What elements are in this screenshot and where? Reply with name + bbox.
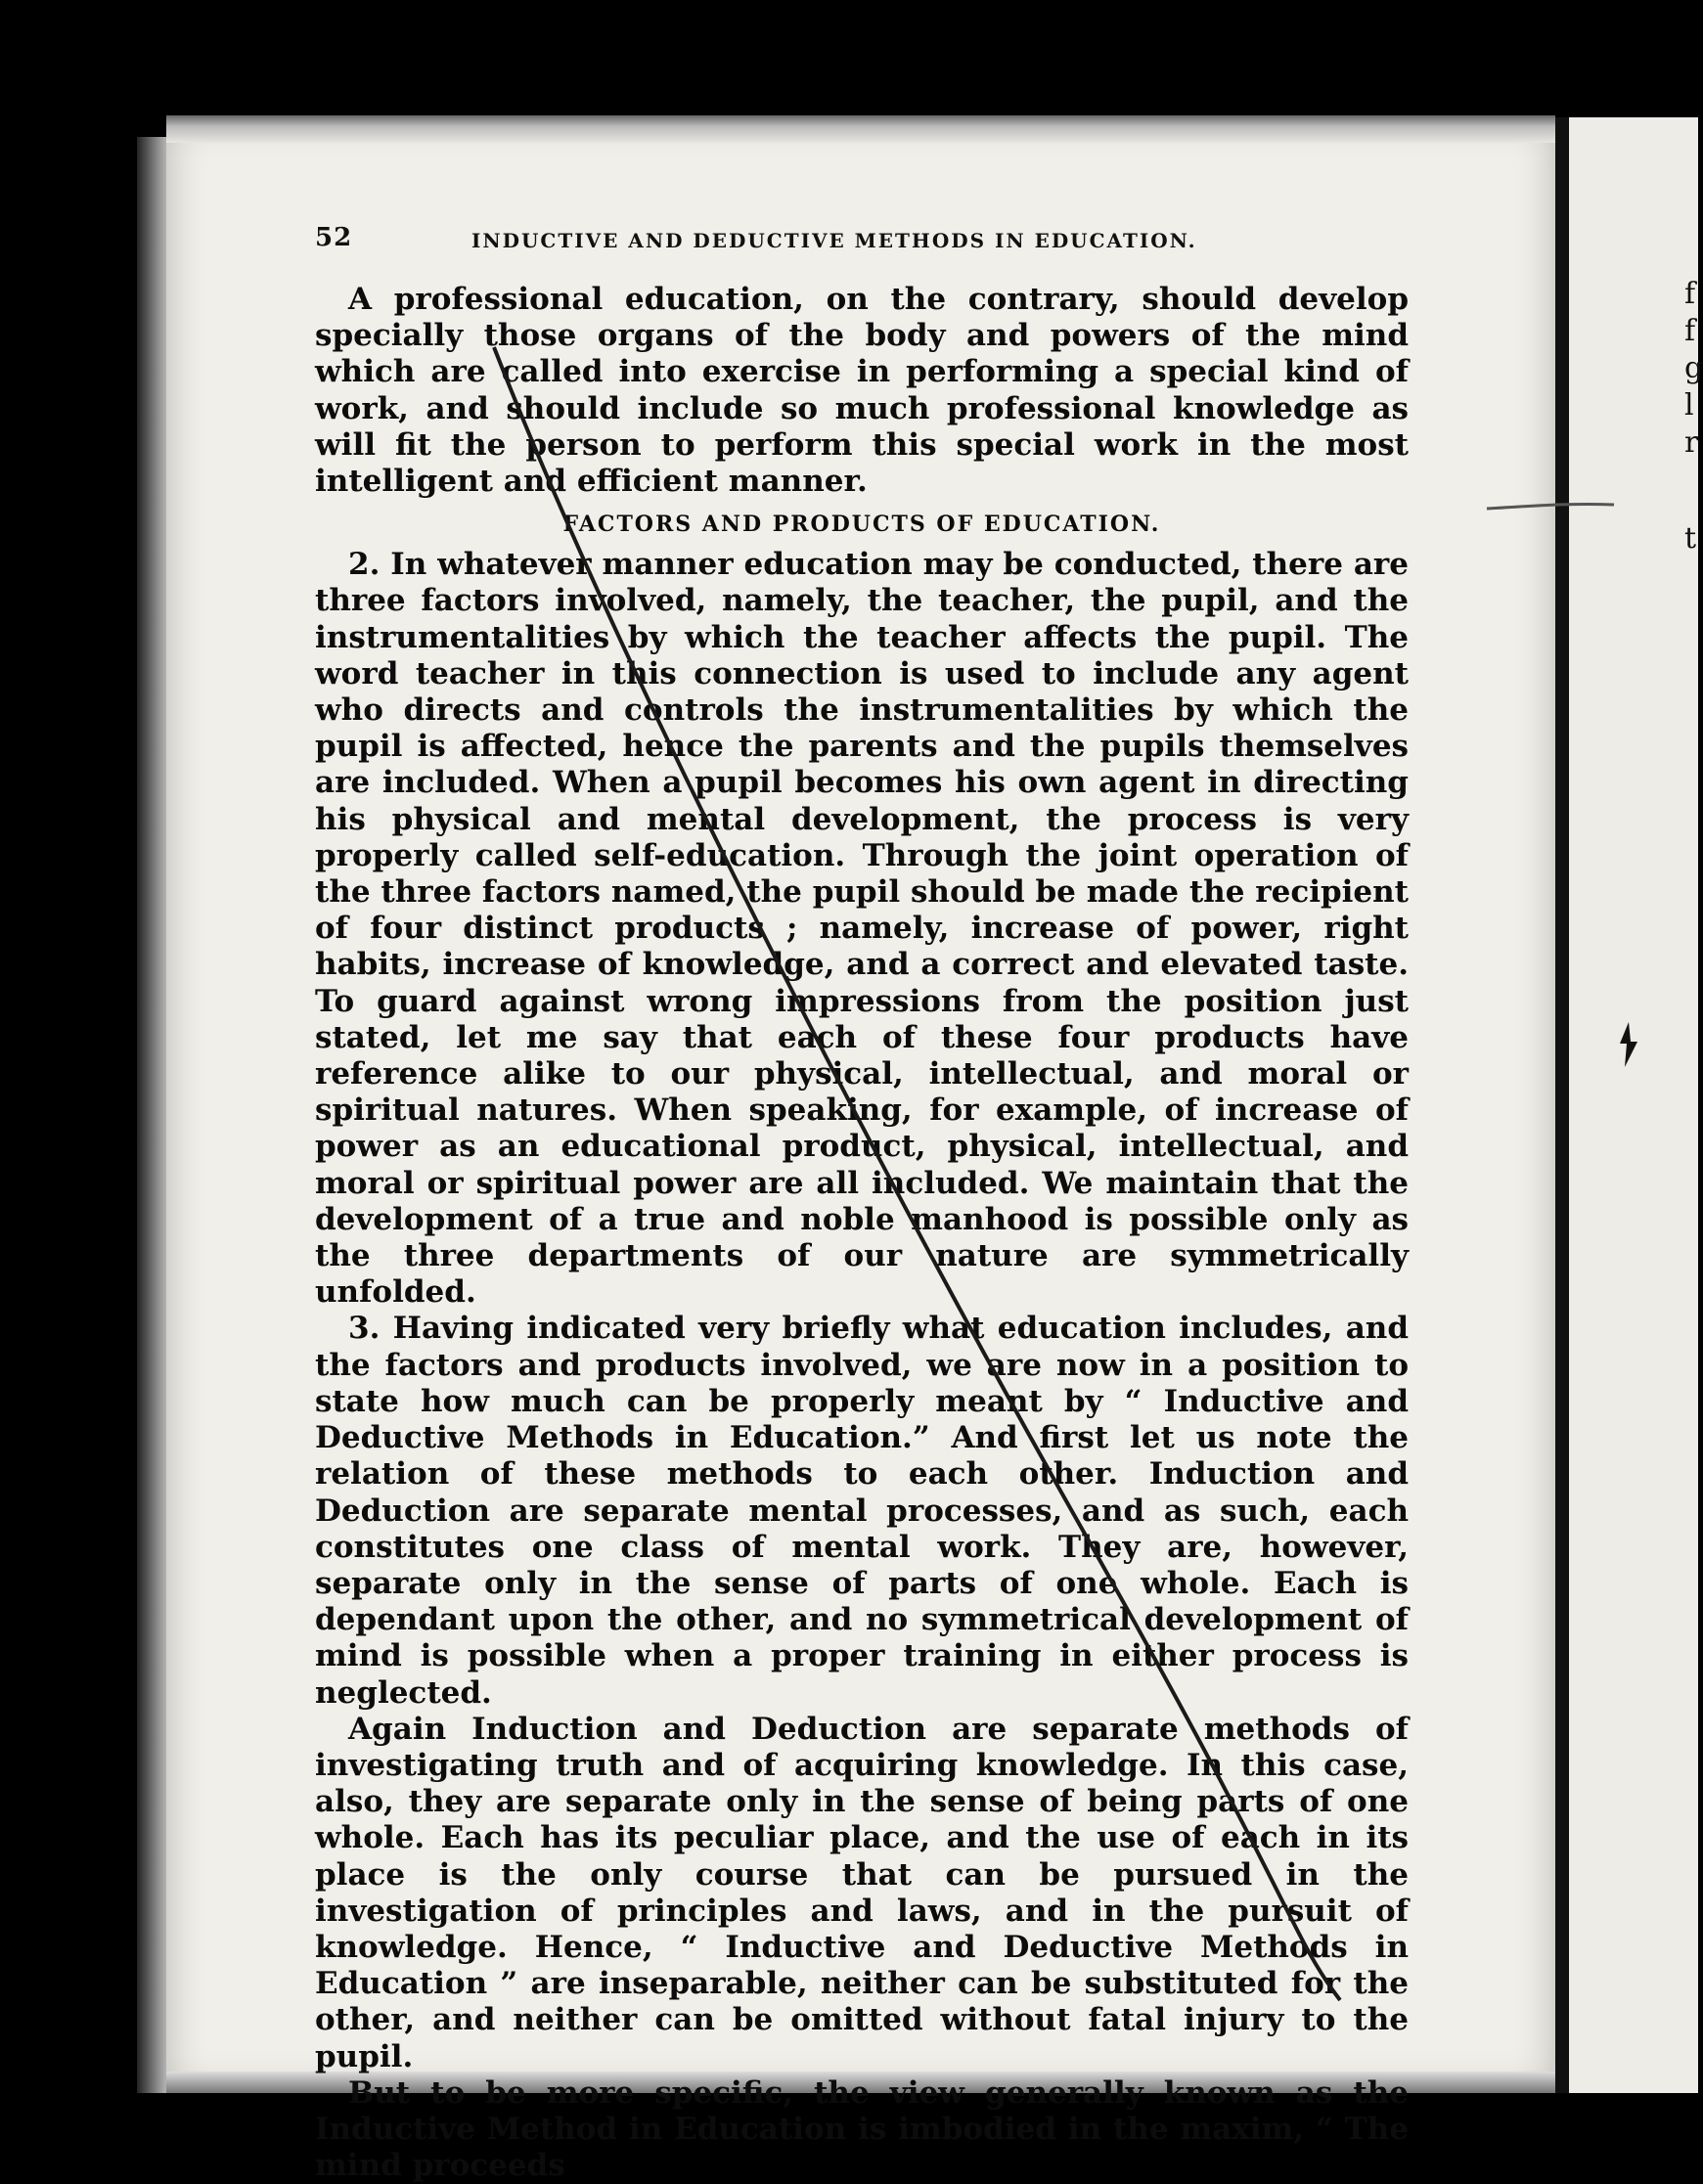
section-heading: FACTORS AND PRODUCTS OF EDUCATION.	[562, 512, 1161, 538]
paragraph-1: A professional education, on the contrary, should develop specially those organs of the body and powers of the mind which are called into exercise in performing a special kind of work, and should include so much professional knowledge as will fit the person to perform this special work in the most intelligent and efficient manner.	[315, 282, 1409, 500]
adjacent-page-text-fragments	[1684, 276, 1703, 557]
fragment: r	[1684, 425, 1699, 460]
body-text	[315, 282, 1409, 2184]
page-top-edge	[166, 115, 1555, 143]
page-number: 52	[315, 223, 353, 252]
fragment: g	[1684, 351, 1703, 385]
paragraph-5: But to be more specific, the view generally known as the Inductive Method in Education is imbodied in the maxim, “ The mind proceeds	[315, 2074, 1409, 2184]
fragment: t	[1684, 521, 1697, 556]
paragraph-2: 2. In whatever manner education may be conducted, there are three factors involved, namely, the teacher, the pupil, and the instrumentalities by which the teacher affects the pupil. The word teacher in this connection is used to include any agent who directs and controls the instrumentalities by which the pupil is affected, hence the parents and the pupils themselves are included. When a pupil becomes his own agent in directing his physical and mental development, the process is very properly called self-education. Through the joint operation of the three factors named, the pupil should be made the recipient of four distinct products ; namely, increase of power, right habits, increase of knowledge, and a correct and elevated taste. To guard against wrong impressions from the position just stated, let me say that each of these four products have reference alike to our physical, intellectual, and moral or spiritual natures. When speaking, for example, of increase of power as an educational product, physical, intellectual, and moral or spiritual power are all included. We maintain that the development of a true and noble manhood is possible only as the three departments of our nature are symmetrically unfolded.	[315, 547, 1409, 1311]
fragment: l	[1684, 388, 1694, 423]
fragment: f	[1684, 277, 1696, 311]
running-head	[315, 223, 1411, 262]
arrow-icon	[1616, 1022, 1641, 1067]
adjacent-page	[1569, 117, 1703, 2093]
paragraph-4: Again Induction and Deduction are separate methods of investigating truth and of acquiring knowledge. In this case, also, they are separate only in the sense of being parts of one whole. Each has its peculiar place, and the use of each in its place is the only course that can be pursued in the investigation of principles and laws, and in the pursuit of knowledge. Hence, “ Inductive and Deductive Methods in Education ” are inseparable, neither can be substituted for the other, and neither can be omitted without fatal injury to the pupil.	[315, 1711, 1409, 2074]
running-title: INDUCTIVE AND DEDUCTIVE METHODS IN EDUCATION.	[471, 229, 1197, 252]
paragraph-3: 3. Having indicated very briefly what education includes, and the factors and products involved, we are now in a position to state how much can be properly meant by “ Inductive and Deductive Methods in Education.” And first let us note the relation of these methods to each other. Induction and Deduction are separate mental processes, and as such, each constitutes one class of mental work. They are, however, separate only in the sense of parts of one whole. Each is dependant upon the other, and no symmetrical development of mind is possible when a proper training in either process is neglected.	[315, 1311, 1409, 1711]
book-gutter	[1555, 117, 1569, 2093]
fragment: f	[1684, 314, 1696, 348]
